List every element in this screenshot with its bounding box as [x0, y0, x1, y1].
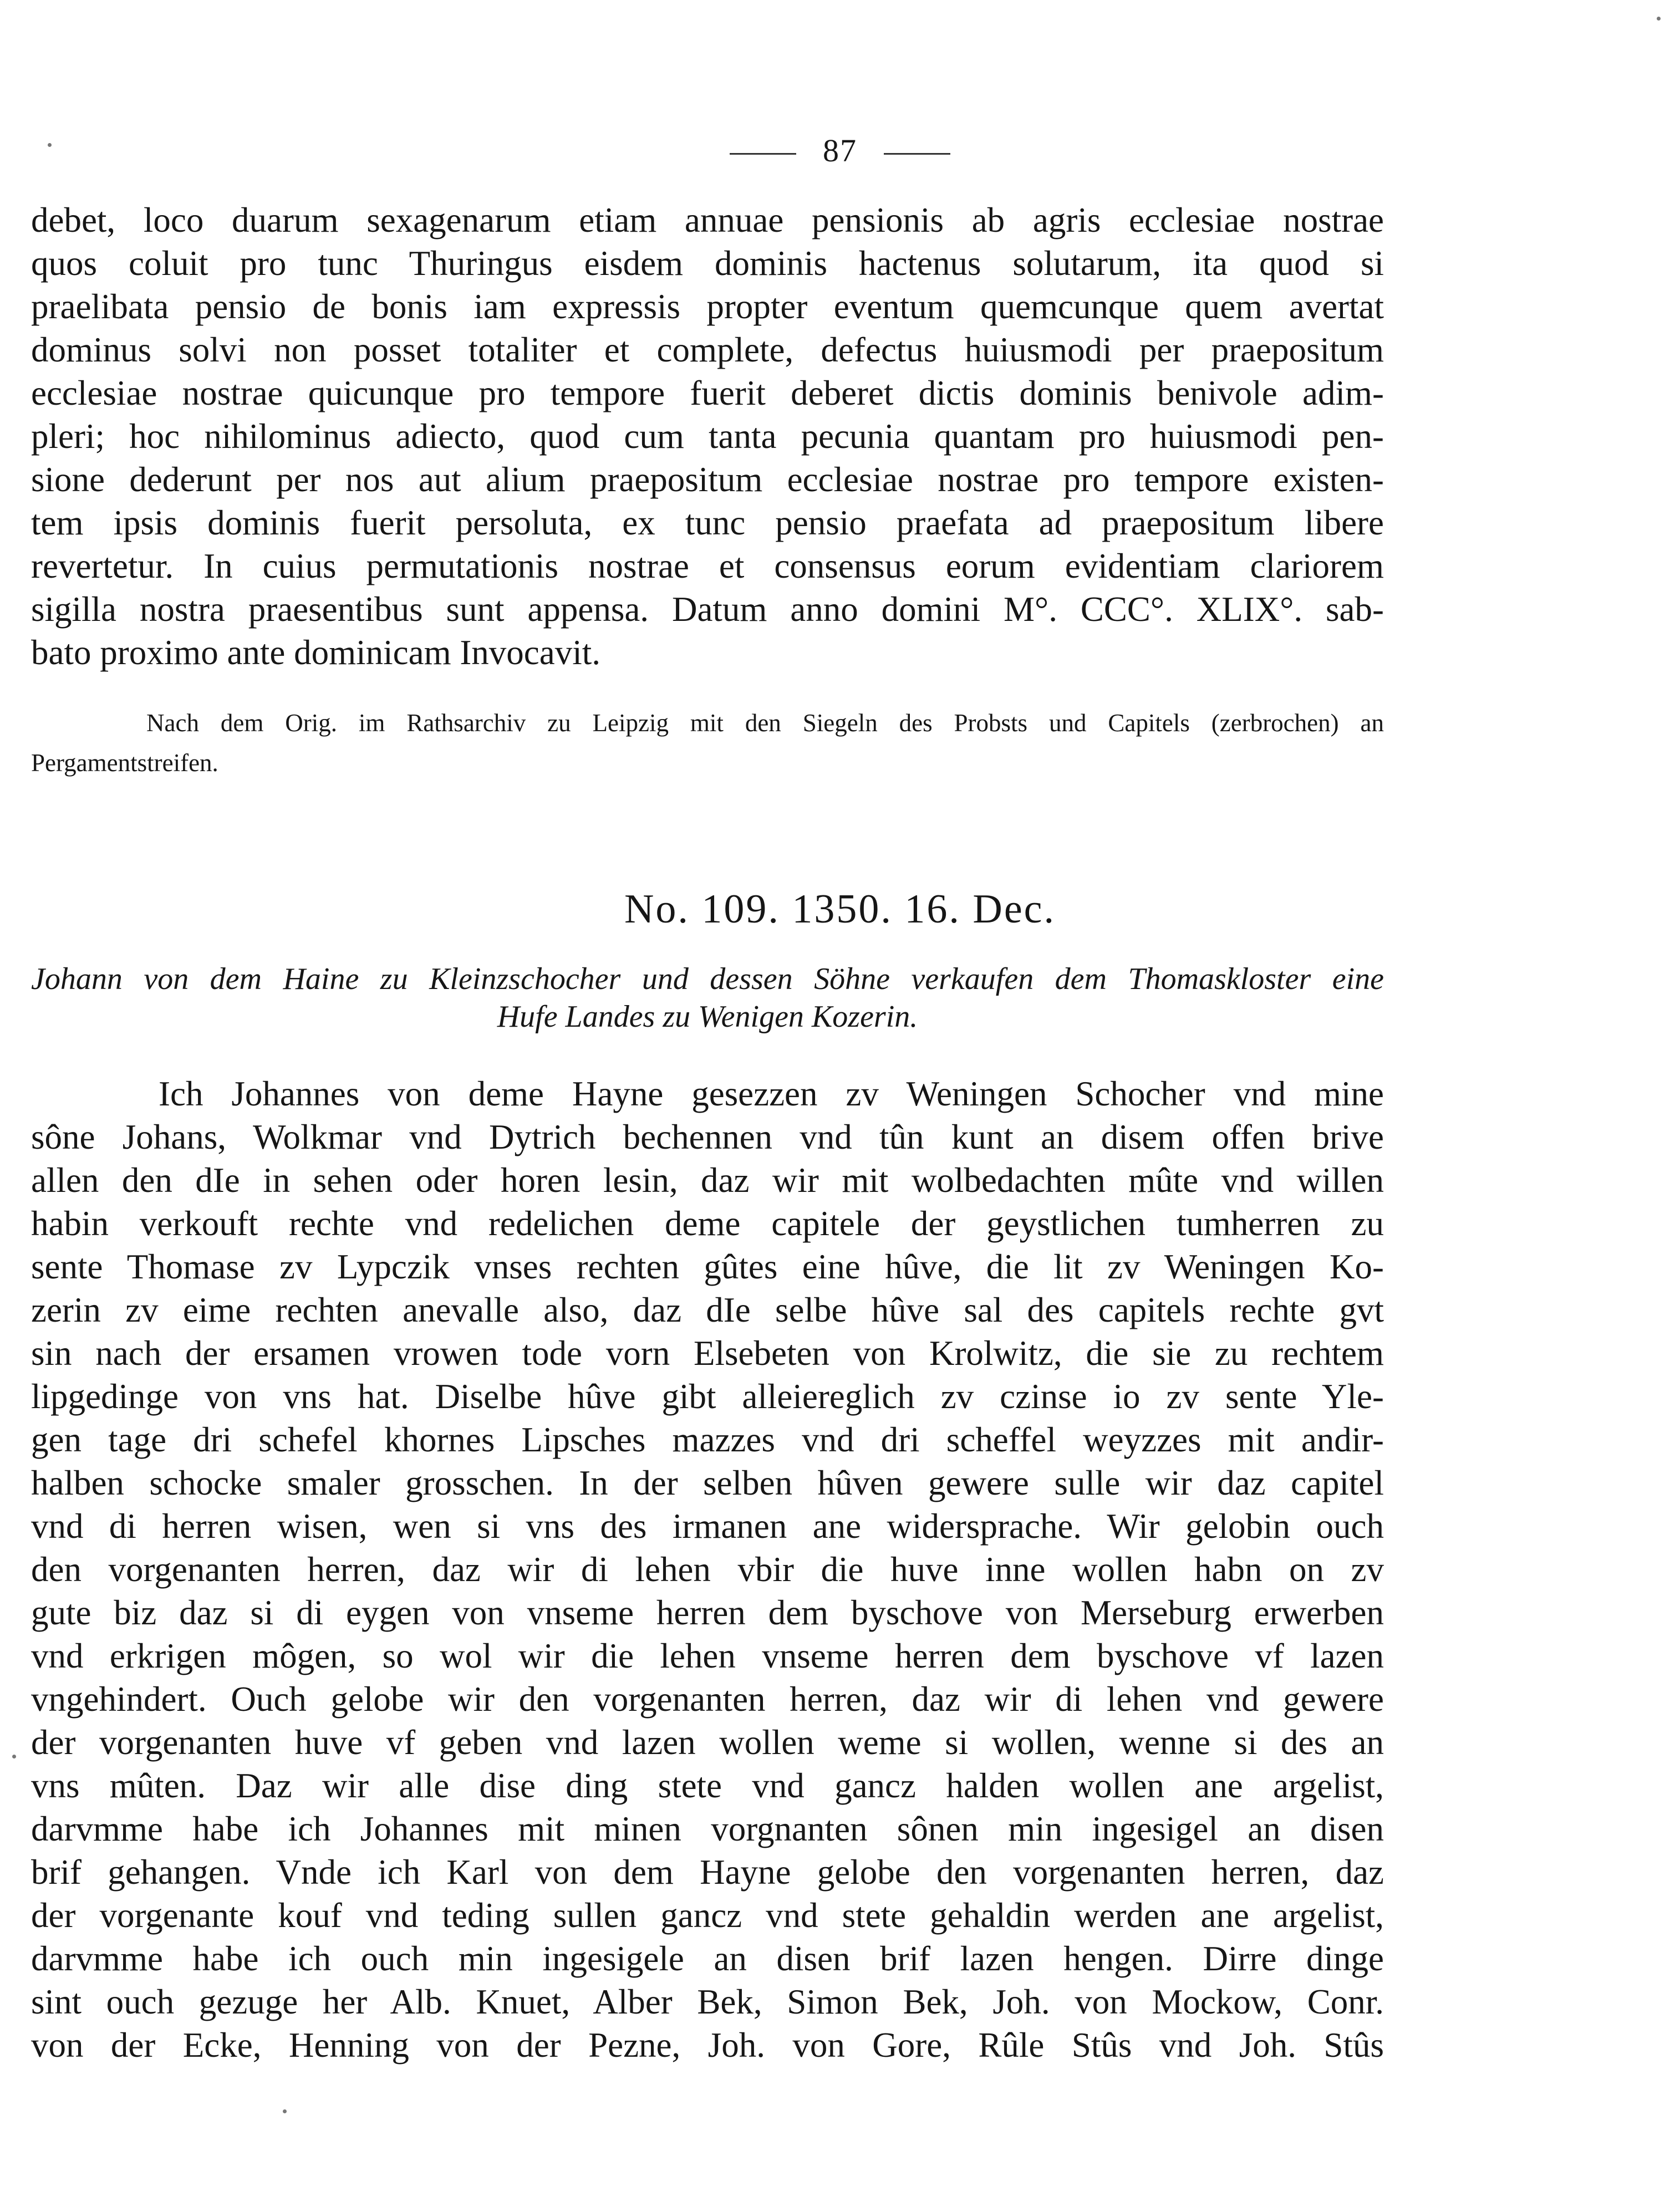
text-line: sint ouch gezuge her Alb. Knuet, Alber Bek, Simon Bek, Joh. von Mockow, Conr. [31, 1982, 1384, 2021]
text-line: vngehindert. Ouch gelobe wir den vorgenanten herren, daz wir di lehen vnd gewere [31, 1680, 1384, 1719]
text-line: lipgedinge von vns hat. Diselbe hûve gibt alleiereglich zv czinse io zv sente Yle- [31, 1377, 1384, 1416]
text-line: Ich Johannes von deme Hayne gesezzen zv Weningen Schocher vnd mine [159, 1074, 1384, 1113]
text-line: gen tage dri schefel khornes Lipsches mazzes vnd dri scheffel weyzzes mit andir- [31, 1420, 1384, 1459]
text-line: darvmme habe ich ouch min ingesigele an disen brif lazen hengen. Dirre dinge [31, 1939, 1384, 1978]
text-line: von der Ecke, Henning von der Pezne, Joh. von Gore, Rûle Stûs vnd Joh. Stûs [31, 2026, 1384, 2065]
text-line: sente Thomase zv Lypczik vnses rechten gûtes eine hûve, die lit zv Weningen Ko- [31, 1247, 1384, 1286]
text-line: sione dederunt per nos aut alium praepositum ecclesiae nostrae pro tempore existen- [31, 460, 1384, 499]
scan-speck [283, 2109, 287, 2113]
page-header [0, 132, 1680, 169]
regest-line: Hufe Landes zu Wenigen Kozerin. [497, 1000, 918, 1034]
text-line: dominus solvi non posset totaliter et complete, defectus huiusmodi per praepositum [31, 330, 1384, 369]
text-line: sône Johans, Wolkmar vnd Dytrich bechennen vnd tûn kunt an disem offen brive [31, 1118, 1384, 1156]
text-line: vns mûten. Daz wir alle dise ding stete vnd gancz halden wollen ane argelist, [31, 1766, 1384, 1805]
text-line: tem ipsis dominis fuerit persoluta, ex tunc pensio praefata ad praepositum libere [31, 503, 1384, 542]
scan-speck [1657, 17, 1661, 21]
text-line: brif gehangen. Vnde ich Karl von dem Hayne gelobe den vorgenanten herren, daz [31, 1853, 1384, 1892]
header-rule-right [884, 153, 950, 155]
text-line: habin verkouft rechte vnd redelichen deme capitele der geystlichen tumherren zu [31, 1204, 1384, 1243]
text-line: pleri; hoc nihilominus adiecto, quod cum tanta pecunia quantam pro huiusmodi pen- [31, 417, 1384, 456]
previous-document-text [31, 198, 1384, 674]
text-line: gute biz daz si di eygen von vnseme herren dem byschove von Merseburg erwerben [31, 1593, 1384, 1632]
text-line: halben schocke smaler grosschen. In der selben hûven gewere sulle wir daz capitel [31, 1464, 1384, 1502]
text-line: vnd erkrigen môgen, so wol wir die lehen vnseme herren dem byschove vf lazen [31, 1637, 1384, 1675]
text-line: sigilla nostra praesentibus sunt appensa. Datum anno domini M°. CCC°. XLIX°. sab- [31, 590, 1384, 629]
text-line: ecclesiae nostrae quicunque pro tempore fuerit deberet dictis dominis benivole adim- [31, 374, 1384, 412]
text-line: darvmme habe ich Johannes mit minen vorgnanten sônen min ingesigel an disen [31, 1809, 1384, 1848]
text-line: zerin zv eime rechten anevalle also, daz dIe selbe hûve sal des capitels rechte gvt [31, 1291, 1384, 1329]
document-regest [31, 960, 1384, 1036]
text-line: den vorgenanten herren, daz wir di lehen vbir die huve inne wollen habn on zv [31, 1550, 1384, 1589]
source-note [31, 703, 1384, 783]
scan-speck [48, 143, 52, 147]
text-line: quos coluit pro tunc Thuringus eisdem dominis hactenus solutarum, ita quod si [31, 244, 1384, 283]
scan-speck [12, 1755, 16, 1758]
text-line: vnd di herren wisen, wen si vns des irmanen ane widersprache. Wir gelobin ouch [31, 1507, 1384, 1546]
source-note-line: Nach dem Orig. im Rathsarchiv zu Leipzig mit den Siegeln des Probsts und Capitels (zerbrochen) an [146, 709, 1384, 737]
text-line: der vorgenanten huve vf geben vnd lazen wollen weme si wollen, wenne si des an [31, 1723, 1384, 1762]
text-line: bato proximo ante dominicam Invocavit. [31, 633, 600, 672]
header-rule-left [730, 153, 796, 155]
text-line: praelibata pensio de bonis iam expressis propter eventum quemcunque quem avertat [31, 287, 1384, 326]
text-line: debet, loco duarum sexagenarum etiam annuae pensionis ab agris ecclesiae nostrae [31, 201, 1384, 239]
text-line: revertetur. In cuius permutationis nostrae et consensus eorum evidentiam clariorem [31, 547, 1384, 585]
page-number: 87 [823, 132, 857, 169]
text-line: sin nach der ersamen vrowen tode vorn Elsebeten von Krolwitz, die sie zu rechtem [31, 1334, 1384, 1373]
source-note-line: Pergamentstreifen. [31, 749, 218, 777]
regest-line: Johann von dem Haine zu Kleinzschocher und dessen Söhne verkaufen dem Thomaskloster eine [31, 962, 1384, 996]
document-text [31, 1072, 1384, 2067]
text-line: allen den dIe in sehen oder horen lesin, daz wir mit wolbedachten mûte vnd willen [31, 1161, 1384, 1200]
text-line: der vorgenante kouf vnd teding sullen gancz vnd stete gehaldin werden ane argelist, [31, 1896, 1384, 1935]
document-heading: No. 109. 1350. 16. Dec. [624, 886, 1056, 932]
